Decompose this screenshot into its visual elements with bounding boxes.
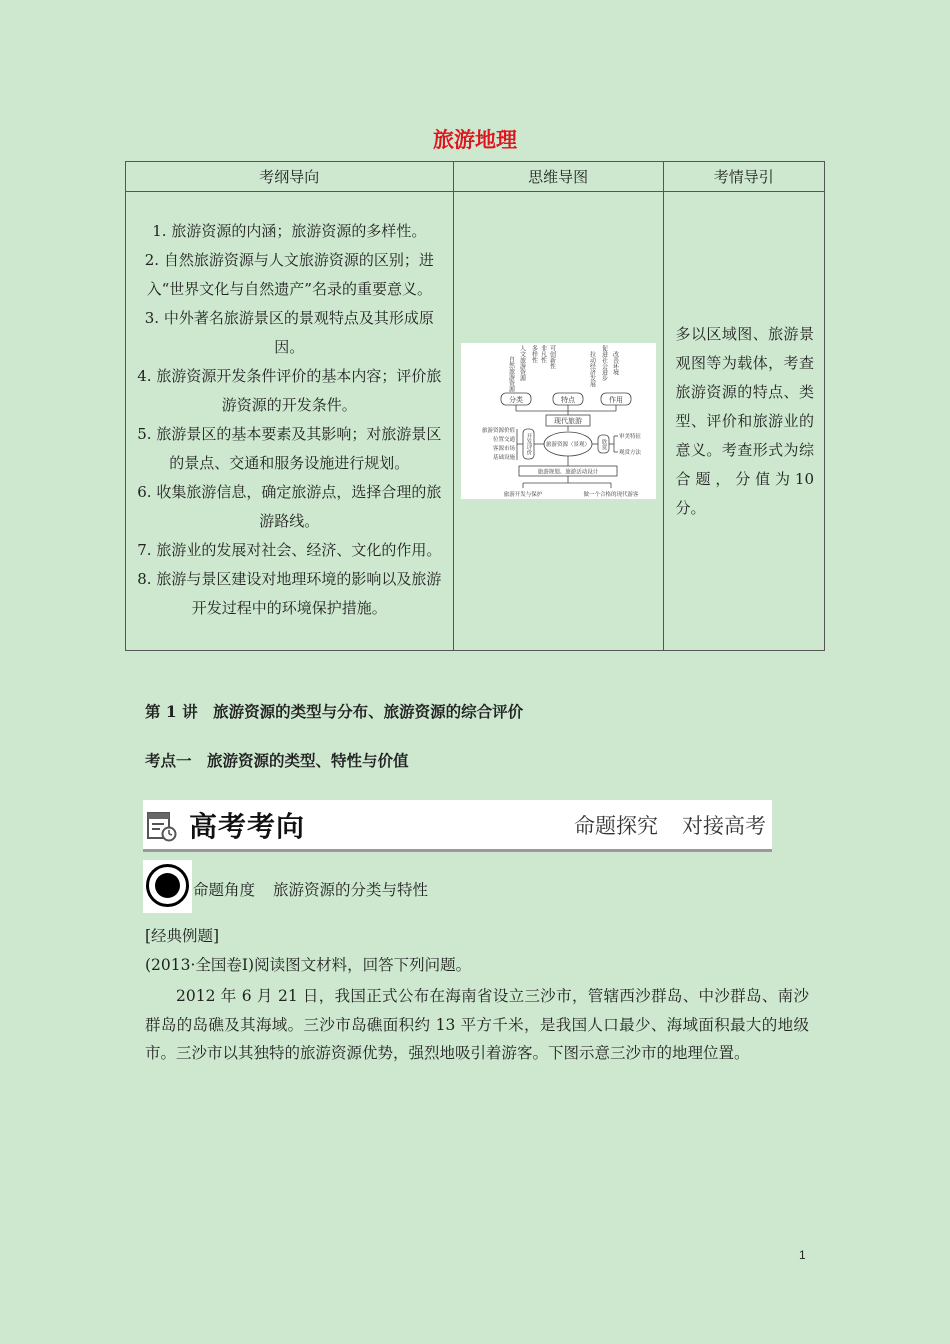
mm-dev-eval: 开发评价 — [525, 433, 532, 455]
mm-top-effects-1: 拉动经济发展 — [588, 351, 596, 387]
lecture-title: 第 1 讲 旅游资源的类型与分布、旅游资源的综合评价 — [145, 702, 524, 721]
table-row — [126, 192, 825, 651]
mind-map-diagram — [461, 343, 656, 499]
mm-top-classify-2: 人文旅游资源 — [518, 345, 526, 381]
list-item: 3. 中外著名旅游景区的景观特点及其形成原因。 — [144, 309, 434, 356]
page-number: 1 — [799, 1248, 806, 1262]
banner-sub-2: 对接高考 — [682, 814, 766, 838]
mm-appreciate: 欣赏 — [600, 439, 607, 450]
list-item: 4. 旅游资源开发条件评价的基本内容；评价旅游资源的开发条件。 — [137, 367, 442, 414]
mm-left-item-1: 旅游资源价值 — [481, 428, 515, 434]
list-item: 5. 旅游景区的基本要素及其影响；对旅游景区的景点、交通和服务设施进行规划。 — [137, 425, 442, 472]
list-item: 7. 旅游业的发展对社会、经济、文化的作用。 — [137, 541, 442, 559]
header-guide: 考情导引 — [663, 162, 824, 192]
list-item: 2. 自然旅游资源与人文旅游资源的区别；进入“世界文化与自然遗产”名录的重要意义。 — [144, 251, 434, 298]
mind-map-cell — [453, 192, 663, 651]
mm-right-item-2: 观赏方法 — [618, 450, 641, 456]
mm-top-features-3: 可创新性 — [548, 345, 556, 369]
mm-features-label: 特点 — [560, 396, 575, 404]
mm-top-classify-1: 自然旅游资源 — [507, 356, 515, 392]
table-header-row — [126, 162, 825, 192]
header-mind-map: 思维导图 — [453, 162, 663, 192]
list-item: 6. 收集旅游信息，确定旅游点，选择合理的旅游路线。 — [137, 483, 442, 530]
mm-effects-label: 作用 — [608, 396, 623, 404]
exam-direction-banner — [143, 800, 772, 852]
mm-modern-tourism: 现代旅游 — [553, 417, 582, 425]
document-icon — [146, 812, 178, 842]
mm-top-features-1: 多样性 — [530, 345, 538, 363]
mm-top-effects-3: 改善环境 — [611, 351, 619, 375]
mm-planning: 旅游规划、旅游活动设计 — [537, 469, 598, 476]
proposition-angle — [193, 878, 428, 900]
bullet-circle-icon — [143, 860, 192, 913]
mm-top-features-2: 非凡性 — [539, 345, 547, 363]
banner-subtitle — [574, 810, 766, 840]
document-title: 旅游地理 — [433, 128, 517, 152]
banner-title: 高考考向 — [189, 810, 306, 843]
point-title: 考点一 旅游资源的类型、特性与价值 — [145, 751, 409, 770]
question-paragraph: 2012 年 6 月 21 日，我国正式公布在海南省设立三沙市，管辖西沙群岛、中沙群岛、南沙群岛的岛礁及其海域。三沙市岛礁面积约 13 平方千米，是我国人口最少、海域面积最大的地级市。三沙市以其独特的旅游资源优势，强烈地吸引着游客。下图示意三沙市的地理位置。 — [145, 987, 809, 1063]
mm-right-item-1: 审美特征 — [618, 434, 641, 440]
mm-left-item-4: 基础设施 — [492, 455, 515, 461]
example-label: [经典例题] — [145, 927, 220, 945]
mm-classify-label: 分类 — [508, 396, 523, 404]
list-item: 1. 旅游资源的内涵；旅游资源的多样性。 — [152, 222, 427, 240]
exam-guide-text: 多以区域图、旅游景观图等为载体，考查旅游资源的特点、类型、评价和旅游业的意义。考查形式为综合题，分值为10分。 — [663, 192, 824, 651]
banner-sub-1: 命题探究 — [574, 814, 658, 838]
list-item: 8. 旅游与景区建设对地理环境的影响以及旅游开发过程中的环境保护措施。 — [137, 570, 442, 617]
syllabus-table — [125, 161, 825, 651]
mm-bottom-right: 做一个合格的现代游客 — [583, 492, 639, 498]
mm-top-effects-2: 促进社会进步 — [600, 345, 608, 381]
mm-left-item-2: 位置交通 — [492, 437, 515, 443]
question-intro: (2013·全国卷Ⅰ)阅读图文材料，回答下列问题。 — [145, 956, 472, 974]
angle-text: 旅游资源的分类与特性 — [273, 881, 429, 899]
mm-center: 旅游资源（景观） — [545, 442, 590, 448]
syllabus-list — [126, 192, 454, 651]
angle-label: 命题角度 — [193, 881, 256, 899]
mm-left-item-3: 客源市场 — [492, 446, 515, 452]
header-syllabus: 考纲导向 — [126, 162, 454, 192]
mm-bottom-left: 旅游开发与保护 — [503, 492, 542, 498]
